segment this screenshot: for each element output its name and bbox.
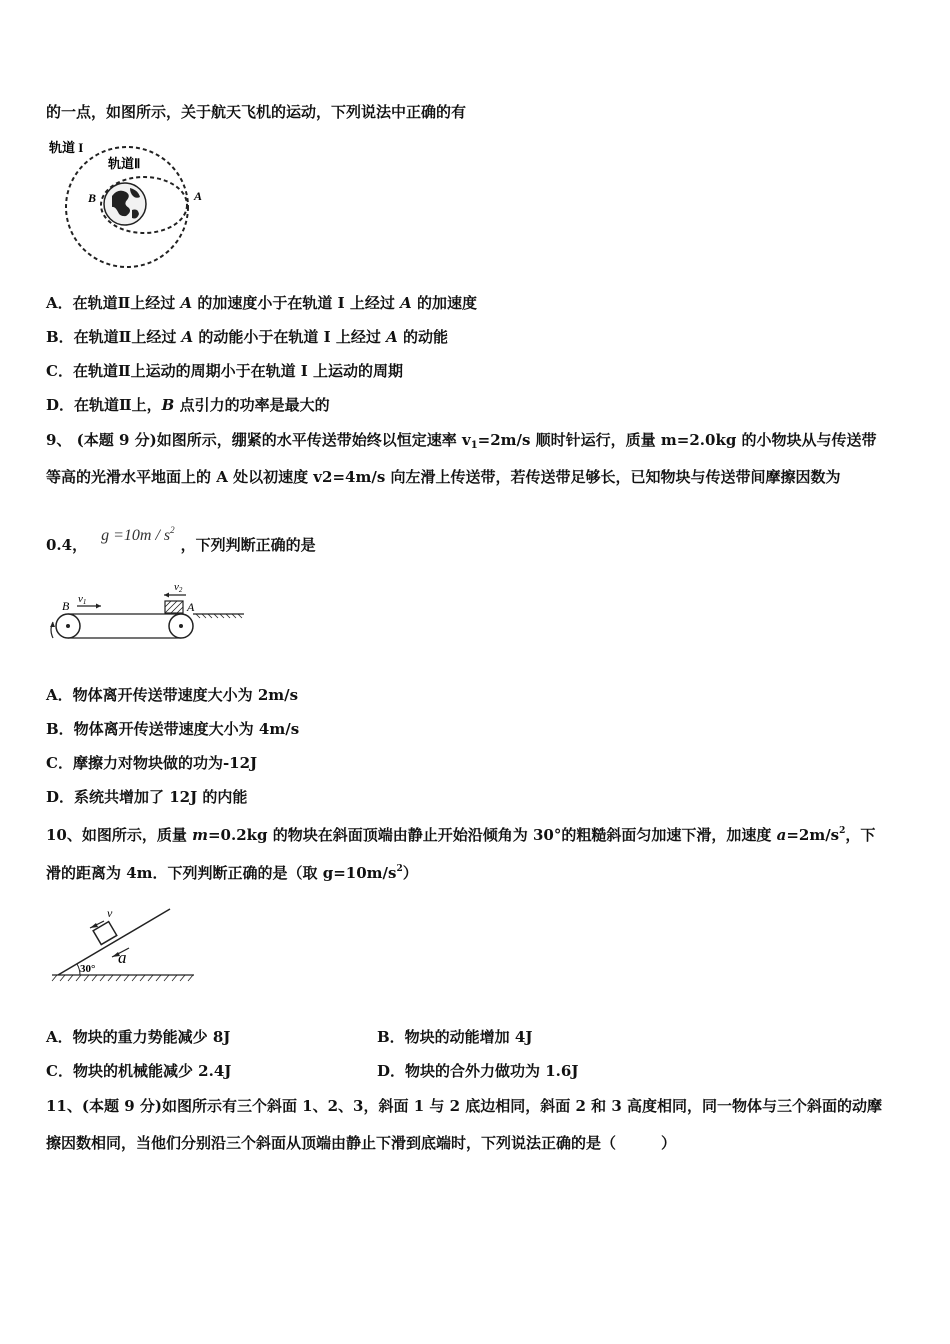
q9-line1: 9、 (本题 9 分)如图所示，绷紧的水平传送带始终以恒定速率 $v_1=2m/s$ 顺时针运行，质量 m=2.0kg 的小物块从与传送带 — [46, 431, 877, 451]
q8-option-a: A．在轨道Ⅱ上经过 A 的加速度小于在轨道 I 上经过 A 的加速度 — [46, 294, 477, 312]
q10-line1: 10、如图所示，质量 m=0.2kg 的物块在斜面顶端由静止开始沿倾角为 30°的粗糙斜面匀加速下滑，加速度 $a=2m/s^2$，下 — [46, 826, 876, 844]
q8-option-c: C．在轨道Ⅱ上运动的周期小于在轨道 I 上运动的周期 — [46, 362, 404, 380]
q9-line3: 0.4，$g =10m / s^2$，下列判断正确的是 — [46, 525, 316, 554]
q9-option-a: A．物体离开传送带速度大小为 2m/s — [46, 686, 299, 704]
orbit-point-a: A — [194, 189, 203, 203]
conveyor-b-label: B — [62, 599, 70, 613]
q9-option-d: D．系统共增加了 12J 的内能 — [46, 788, 248, 806]
q10-option-b: B．物块的动能增加 4J — [377, 1028, 533, 1046]
q11-line2: 擦因数相同，当他们分别沿三个斜面从顶端由静止下滑到底端时，下列说法正确的是（ ） — [46, 1134, 677, 1152]
q9-option-b: B．物体离开传送带速度大小为 4m/s — [46, 720, 300, 738]
q11-line1: 11、(本题 9 分)如图所示有三个斜面 1、2、3，斜面 1 与 2 底边相同，斜面 2 和 3 高度相同，同一物体与三个斜面的动摩 — [46, 1097, 883, 1115]
orbit2-label: 轨道Ⅱ — [108, 156, 141, 171]
q10-line2: 滑的距离为 4m．下列判断正确的是（取 $g=10m/s^2$） — [46, 864, 418, 882]
incline-surface — [58, 909, 170, 975]
conveyor-a-label: A — [187, 600, 195, 614]
incline-v-label: v — [107, 906, 113, 920]
q10-option-a: A．物块的重力势能减少 8J — [46, 1028, 231, 1046]
incline-angle-label: 30° — [80, 963, 96, 975]
q8-intro: 的一点，如图所示，关于航天飞机的运动，下列说法中正确的有 — [46, 103, 467, 121]
q9-formula: g =10m / s — [101, 527, 171, 544]
orbit-figure — [46, 138, 216, 277]
conveyor-block — [165, 601, 183, 613]
incline-figure — [44, 893, 199, 992]
q10-option-c: C．物块的机械能减少 2.4J — [46, 1062, 232, 1080]
orbit1-label: 轨道 I — [49, 140, 84, 155]
svg-text:v2: v2 — [174, 581, 183, 594]
q8-option-d: D．在轨道Ⅱ上，B 点引力的功率是最大的 — [46, 396, 330, 414]
incline-a-label: a — [118, 948, 127, 967]
q8-option-b: B．在轨道Ⅱ上经过 A 的动能小于在轨道 I 上经过 A 的动能 — [46, 328, 448, 346]
svg-text:v1: v1 — [78, 593, 87, 606]
q9-line2: 等高的光滑水平地面上的 A 处以初速度 v2=4m/s 向左滑上传送带，若传送带足够长，已知物块与传送带间摩擦因数为 — [46, 468, 841, 486]
orbit-point-b: B — [88, 191, 97, 205]
q9-option-c: C．摩擦力对物块做的功为-12J — [46, 754, 258, 772]
q10-option-d: D．物块的合外力做功为 1.6J — [377, 1062, 579, 1080]
conveyor-figure — [44, 580, 249, 649]
